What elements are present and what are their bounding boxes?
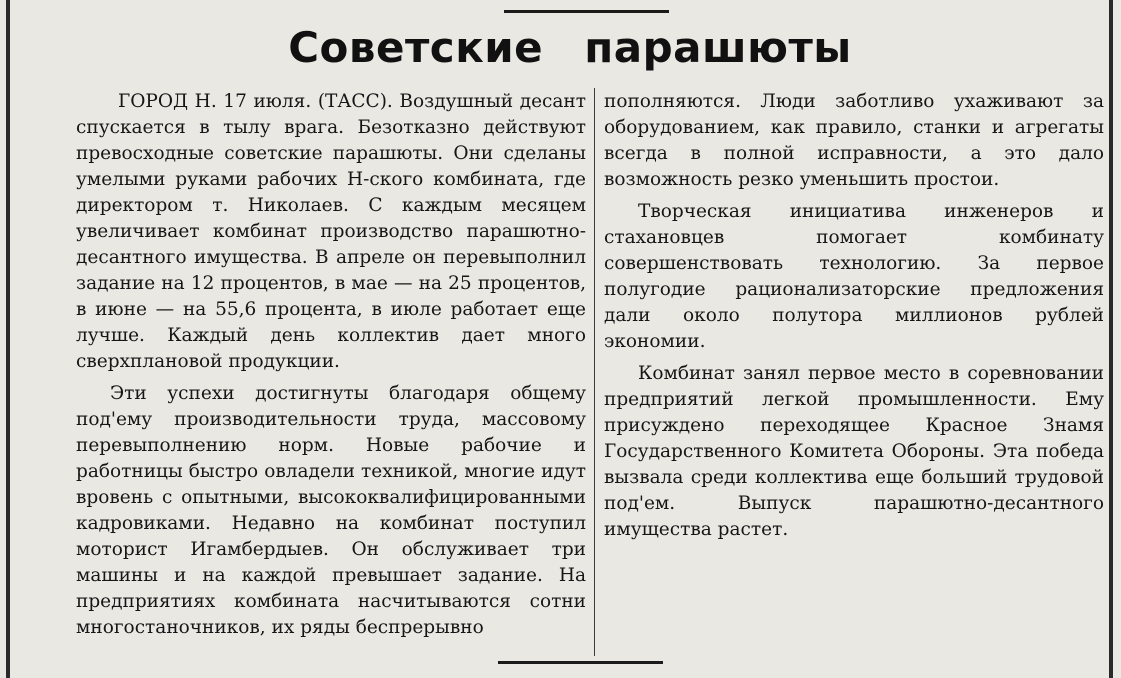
article-headline: Советские парашюты (288, 23, 852, 72)
left-column-rule (6, 0, 10, 678)
article-paragraph-continued: пополняются. Люди заботливо ухаживают за оборудованием, как правило, станки и агрегаты всегда в полной исправности, а это дало возможность резко уменьшить простои. (604, 91, 1104, 190)
article-paragraph: Творческая инициатива инженеров и стахановцев помогает комбинату совершенствовать технологию. За первое полугодие рационализаторские предложения дали около полутора миллионов рублей экономии. (604, 201, 1104, 352)
top-divider-rule (504, 10, 669, 13)
column-divider (594, 88, 595, 656)
bottom-divider-rule (498, 661, 663, 664)
article-column-right (604, 89, 1104, 543)
right-column-rule (1109, 0, 1113, 678)
article-paragraph: Эти успехи достигнуты благодаря общему под'ему производительности труда, массовому перевыполнению норм. Новые рабочие и работницы быстро овладели техникой, многие идут вровень с опытными, высококвалифицированными кадровиками. Недавно на комбинат поступил моторист Игамбердыев. Он обслуживает три машины и на каждой превышает задание. На предприятиях комбината насчитываются сотни многостаночников, их ряды беспрерывно (76, 383, 586, 638)
article-paragraph: Комбинат занял первое место в соревновании предприятий легкой промышленности. Ему присуждено переходящее Красное Знамя Государственного Комитета Обороны. Эта победа вызвала среди коллектива еще больший трудовой под'ем. Выпуск парашютно-десантного имущества растет. (604, 363, 1104, 540)
article-paragraph: ГОРОД Н. 17 июля. (ТАСС). Воздушный десант спускается в тылу врага. Безотказно действуют превосходные советские парашюты. Они сделаны умелыми руками рабочих Н-ского комбината, где директором т. Николаев. С каждым месяцем увеличивает комбинат производство парашютно-десантного имущества. В апреле он перевыполнил задание на 12 процентов, в мае — на 25 процентов, в июне — на 55,6 процента, в июле работает еще лучше. Каждый день коллектив дает много сверхплановой продукции. (76, 91, 586, 372)
article-column-left (76, 89, 586, 641)
